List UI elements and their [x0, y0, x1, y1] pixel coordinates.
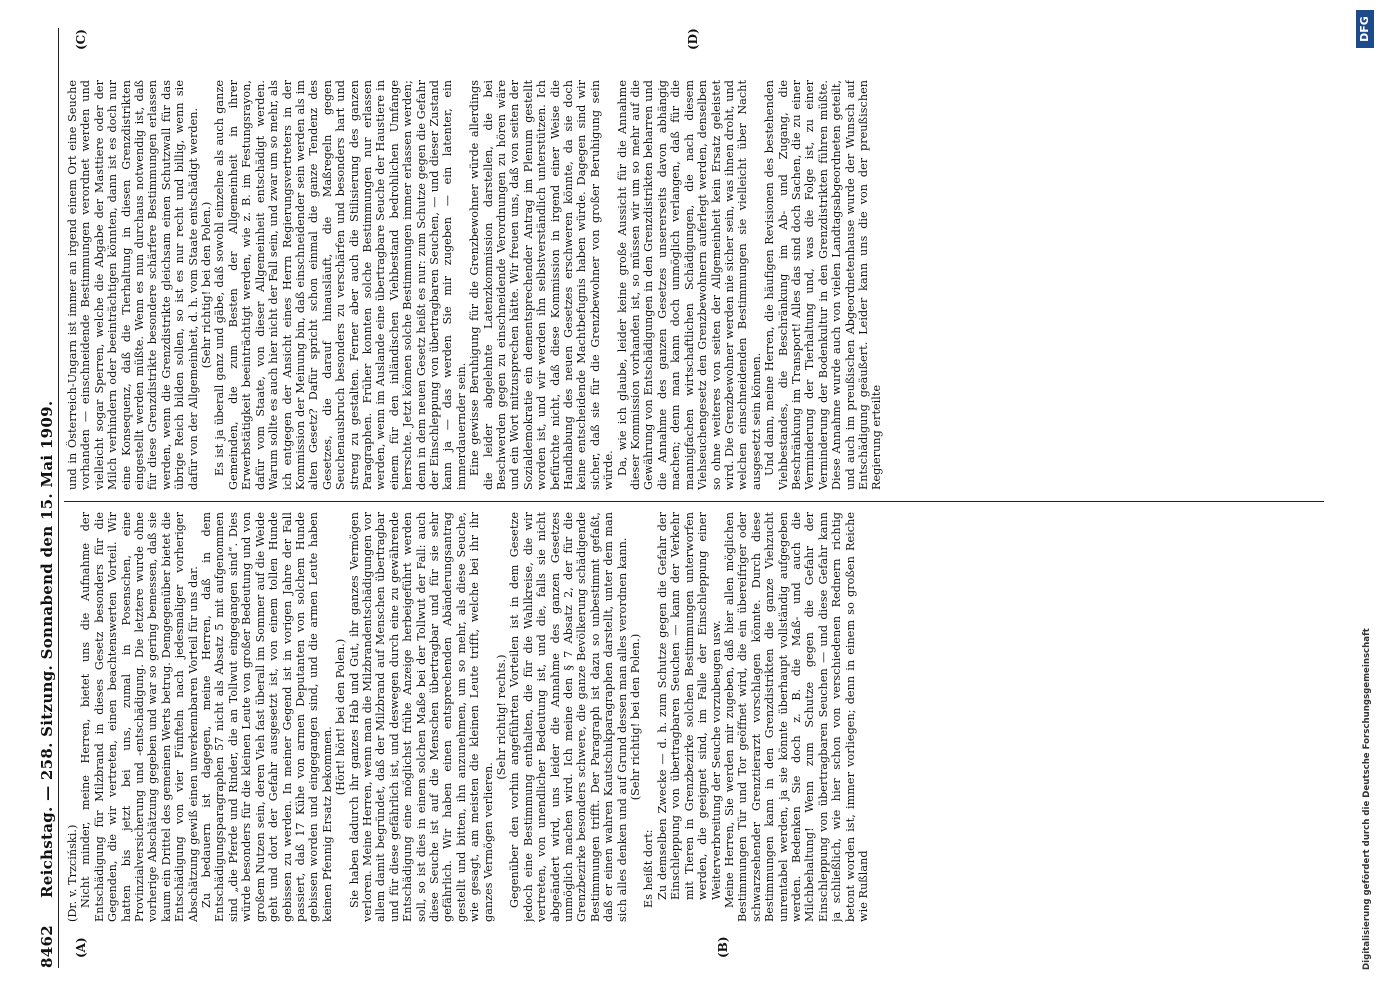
left-column [66, 512, 1316, 922]
interjection: (Sehr richtig! bei den Polen.) [629, 633, 643, 801]
dfg-logo: DFG [1356, 10, 1374, 48]
margin-marker-a: (A) [74, 937, 88, 958]
running-title: Reichstag. — 258. Sitzung. Sonnabend den 15. Mai 1909. [38, 400, 56, 898]
margin-marker-c: (C) [74, 29, 88, 50]
margin-marker-b: (B) [716, 936, 730, 958]
interjection: (Sehr richtig! bei den Polen.) [200, 201, 214, 369]
paragraph: Es ist ja überall ganz und gäbe, daß sowohl einzelne als auch ganze Gemeinden, die zum Besten der Allgemeinheit in ihrer Erwerbstätigkeit beeinträchtigt werden, wie z. B. im Festungsrayon, dafür vom Staate, von dieser Allgemeinheit entschädigt werden. Warum sollte es auch hier nicht der Fall sein, und zwar um so mehr, als ich entgegen der Ansicht eines Herrn Regierungsvertreters in der Kommission der Meinung bin, daß einschneidender sein werden als im alten Gesetz? Dafür spricht schon einmal die ganze Tendenz des Gesetzes, die darauf hinausläuft, die Maßregeln gegen Seuchenausbruch besonders zu verschärfen und besonders hart und streng zu gestalten. Ferner aber auch die Stilisierung des ganzen Paragraphen. Früher konnten solche Bestimmungen nur erlassen werden, wenn im Auslande eine übertragbare Seuche der Haustiere in einem für den inländischen Viehbestand bedrohlichen Umfange herrschte. Jetzt können solche Bestimmungen immer erlassen werden; denn in dem neuen Gesetz heißt es nur: zum Schutze gegen die Gefahr der Einschleppung von übertragbaren Seuchen, — und dieser Zustand kann ja — das werden Sie mir zugeben — ein latenter, ein immerdauernder sein. [213, 80, 468, 490]
digitization-note: Digitalisierung gefördert durch die Deutsche Forschungsgemeinschaft [1362, 628, 1372, 970]
interjection: (Hört! hört! bei den Polen.) [334, 638, 348, 796]
paragraph: Sie haben dadurch ihr ganzes Hab und Gut, ihr ganzes Vermögen verloren. Meine Herren, wenn man die Milzbrandentschädigungen vor allem damit begründet, daß der Milzbrand auf Menschen übertragbar und für diese gefährlich ist, und deswegen durch eine zu gewährende Entschädigung eine möglichst frühe Anzeige herbeigeführt werden soll, so ist dies in einem solchen Maße bei der Tollwut der Fall: auch diese Seuche ist auf die Menschen übertragbar und für sie sehr gefährlich. Wir haben einen entsprechenden Abänderungsantrag gestellt und bitten, ihn anzunehmen, um so mehr, als diese Seuche, wie gesagt, am meisten die kleinen Leute trifft, welche bei ihr ihr ganzes Vermögen verlieren. [347, 512, 495, 922]
paragraph: Nicht minder, meine Herren, bietet uns die Aufnahme der Entschädigung für Milzbrand in dieses Gesetz besonders für die Gegenden, die wir vertreten, einen beachtenswerten Vorteil. Wir hatten bis jetzt bei uns, zumal in Posenschen, eine Provinzialversicherung und -entschädigung. Die letztere wurde ohne vorherige Abschätzung gegeben und war so gering bemessen, daß sie kaum ein Drittel des gemeinen Werts betrug. Demgegenüber bietet die Entschädigung von vier Fünfteln nach jedesmaliger vorheriger Abschätzung gewiß einen unverkennbaren Vorteil für uns dar. [79, 512, 200, 922]
speaker-attribution: (Dr. v. Trzciński.) [66, 824, 79, 922]
paragraph: Meine Herren, Sie werden mir zugeben, daß hier allen möglichen Bestimmungen Tür und Tor geöffnet wird, die ein übereifriger oder schwarzsehender Grenztierarzt vorschlagen könnte. Durch diese Bestimmungen kann in den Grenzdistrikten die ganze Viehzucht unrentabel werden, ja sie könnte überhaupt vollständig aufgegeben werden. Bedenken Sie doch z. B. die Maß- und auch die Milchbehaltung! Wenn zum Schutze gegen die Gefahr der Einschleppung von übertragbaren Seuchen — und diese Gefahr kann ja schließlich, wie hier schon von verschiedenen Rednern richtig betont worden ist, immer vorliegen; denn in einem so großen Reiche wie Rußland [722, 512, 870, 922]
paragraph: Zu bedauern ist dagegen, meine Herren, daß in dem Entschädigungsparagraphen 57 nicht als Absatz 5 mit aufgenommen sind „die Pferde und Rinder, die an Tollwut eingegangen sind“. Dies würde besonders für die kleinen Leute von großer Bedeutung und von großem Nutzen sein, deren Vieh fast überall im Sommer auf die Weide geht und dort der Gefahr ausgesetzt ist, von einem tollen Hunde gebissen zu werden. In meiner Gegend ist in vorigen Jahre der Fall passiert, daß 17 Kühe von armen Deputanten von solchem Hunde gebissen worden und eingegangen sind, und die armen Leute haben keinen Pfennig Ersatz bekommen. [200, 512, 334, 922]
paragraph: Eine gewisse Beruhigung für die Grenzbewohner würde allerdings die leider abgelehnte Latenzkommission darstellen, die bei Beschwerden gegen zu einschneidende Verordnungen zu hören wäre und ein Wort mitzusprechen hätte. Wir freuen uns, daß von seiten der Sozialdemokratie ein dementsprechender Antrag im Plenum gestellt worden ist, und wir werden ihn selbstverständlich unterstützen. Ich befürchte nicht, daß diese Kommission in irgend einer Weise die Handhabung des neuen Gesetzes erschweren könnte, da sie doch keine entscheidende Machtbefugnis haben würde. Dagegen sind wir sicher, daß sie für die Grenzbewohner von großer Beruhigung sein würde. [468, 80, 616, 490]
paragraph: Es heißt dort: [642, 829, 656, 908]
margin-marker-d: (D) [686, 28, 700, 50]
block-quote: Zu demselben Zwecke — d. h. zum Schutze gegen die Gefahr der Einschleppung von übertragbaren Seuchen — kann der Verkehr mit Tieren in Grenzbezirke solchen Bestimmungen unterworfen werden, die geeignet sind, im Falle der Einschleppung einer Weiterverbreitung der Seuche vorzubeugen usw. [655, 512, 723, 900]
paragraph: Gegenüber den vorhin angeführten Vorteilen ist in dem Gesetze jedoch eine Bestimmung enthalten, die für die Wahlkreise, die wir vertreten, von unendlicher Bedeutung ist, und die, falls sie nicht abgeändert wird, uns leider die Annahme des ganzen Gesetzes unmöglich machen wird. Ich meine den § 7 Absatz 2, der für die Grenzbezirke besonders schwere, die ganze Bevölkerung schädigende Bestimmungen trifft. Der Paragraph ist dazu so unbestimmt gefaßt, daß er einen wahren Kautschukparagraphen darstellt, unter dem man sich alles denken und auf Grund dessen man alles verordnen kann. [508, 512, 629, 922]
interjection: (Sehr richtig! rechts.) [495, 654, 508, 780]
paragraph: Und dann, meine Herren, die häufigen Revisionen des bestehenden Viehbestandes, die Beschränkung im Ab- und Zugang, die Beschränkung im Transport! Alles das sind doch Sachen, die zu einer Verminderung der Tierhaltung und, was die Folge ist, zu einer Verminderung der Bodenkultur in den Grenzdistrikten führen müßte. Diese Annahme wurde auch von vielen Landtagsabgeordneten geteilt, und auch im preußischen Abgeordnetenhause wurde der Wunsch auf Entschädigung geäußert. Leider kann uns die von der preußischen Regierung erteilte [763, 80, 884, 490]
right-column [66, 80, 1316, 490]
running-header [36, 28, 60, 968]
paragraph: und in Österreich-Ungarn ist immer an irgend einem Ort eine Seuche vorhanden — einschneidende Bestimmungen verordnet werden und vielleicht sogar Sperren, welche die Abgabe der Masttiere oder der Milch verhindern oder beeinträchtigen könnten, dann ist es doch nur eine Konsequenz, daß die Tierhaltung in diesen Grenzdistrikten eingestellt werden müßte. Wenn es nun durchaus notwendig ist, daß für diese Grenzdistrikte besondere schärfere Bestimmungen erlassen werden, wenn die Grenzdistrikte gleichsam einen Schutzwall für das übrige Reich bilden sollen, so ist es nur recht und billig, wenn sie dafür von der Allgemeinheit, d. h. vom Staate entschädigt werden. [66, 80, 200, 490]
paragraph: Da, wie ich glaube, leider keine große Aussicht für die Annahme dieser Kommission vorhanden ist, so müssen wir um so mehr auf die Gewährung von Entschädigungen in den Grenzdistrikten beharren und die Annahme des ganzen Gesetzes unsererseits davon abhängig machen; denn man kann doch unmöglich verlangen, daß für die mannigfachen wirtschaftlichen Schädigungen, die nach diesem Viehseuchengesetz den Grenzbewohnern auferlegt werden, denselben so ohne weiteres von seiten der Allgemeinheit kein Ersatz geleistet wird. Die Grenzbewohner werden nie sicher sein, was ihnen droht, und welchen einschneidenden Bestimmungen sie vielleicht über Nacht ausgesetzt sein können. [615, 80, 763, 490]
column-divider [64, 501, 1324, 502]
header-rule [58, 28, 59, 968]
page-number: 8462 [38, 925, 56, 968]
